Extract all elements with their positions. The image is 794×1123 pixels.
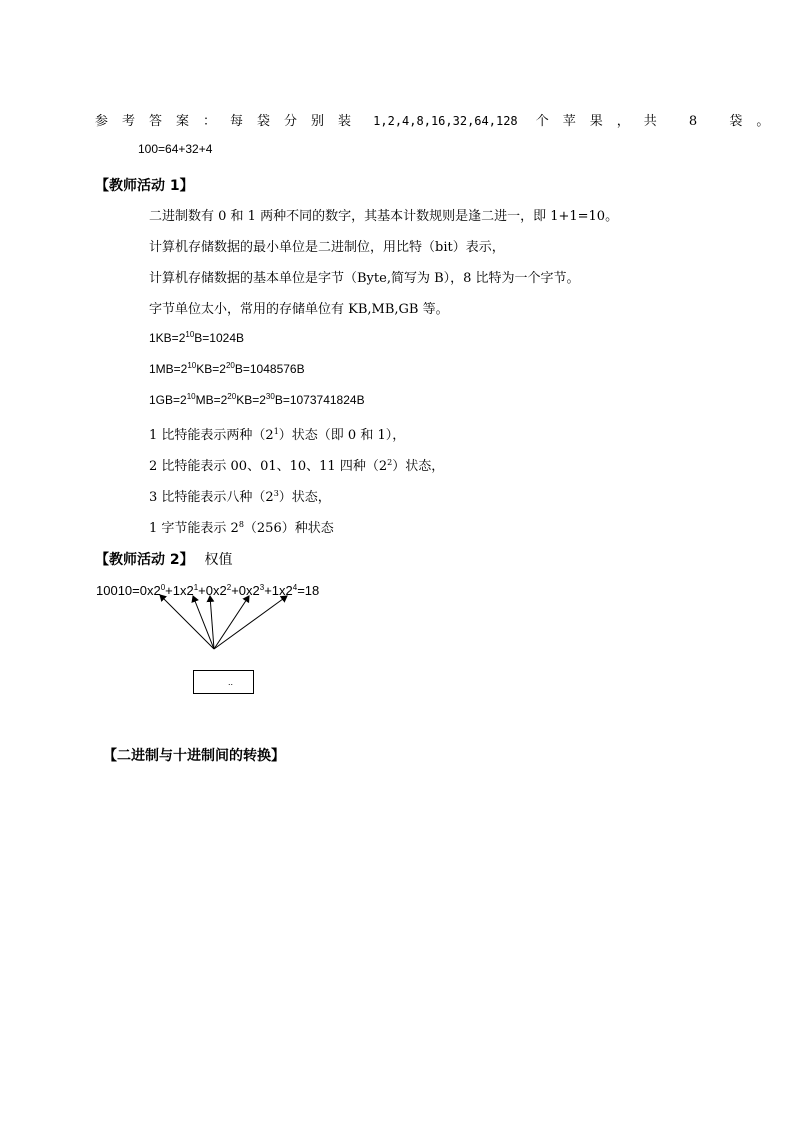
formula-part-3: +0x2 (231, 583, 260, 598)
bits-4-text-b: （256）种状态 (243, 521, 334, 536)
formula-exp-2: 2 (226, 583, 232, 592)
formula-part-0: 10010=0x2 (96, 583, 161, 598)
gb-part-d: B=1073741824B (274, 393, 365, 407)
bits-3-text-a: 3 比特能表示八种（2 (149, 490, 274, 505)
bits-1-text-a: 1 比特能表示两种（2 (149, 428, 274, 443)
gb-part-a: 1GB=2 (149, 393, 187, 407)
bits-1-text-b: ）状态（即 0 和 1）， (278, 428, 406, 443)
arrow-line-4 (214, 596, 249, 649)
activity1-title: 【教师活动 1】 (95, 178, 194, 194)
formula-part-1: +1x2 (165, 583, 194, 598)
arrow-line-5 (214, 596, 287, 649)
bits-2-text-b: ）状态， (392, 459, 445, 474)
bits-2-text-a: 2 比特能表示 00、01、10、11 四种（2 (149, 459, 388, 474)
gb-exp-3: 30 (265, 392, 275, 401)
mb-part-a: 1MB=2 (149, 362, 188, 376)
section3-title: 【二进制与十进制间的转换】 (103, 748, 285, 764)
gb-exp-2: 20 (227, 392, 237, 401)
weight-label-box-text: .. (228, 677, 234, 687)
weight-label-box (193, 670, 254, 694)
formula-exp-0: 0 (160, 583, 166, 592)
activity1-paragraph-1: 二进制数有 0 和 1 两种不同的数字，其基本计数规则是逢二进一，即 1+1=10。 (149, 209, 619, 224)
gb-part-c: KB=2 (236, 393, 266, 407)
bits-4-text-a: 1 字节能表示 2 (149, 521, 239, 536)
activity1-paragraph-4: 字节单位太小，常用的存储单位有 KB,MB,GB 等。 (149, 302, 449, 317)
bits-4-exp: 8 (238, 520, 244, 529)
activity1-paragraph-3: 计算机存储数据的基本单位是字节（Byte,简写为 B），8 比特为一个字节。 (149, 271, 580, 286)
formula-exp-3: 3 (259, 583, 265, 592)
gb-exp-1: 10 (186, 392, 196, 401)
kb-part-a: 1KB=2 (149, 331, 186, 345)
mb-exp-1: 10 (187, 361, 197, 370)
bits-3-exp: 3 (273, 489, 279, 498)
arrow-line-1 (160, 595, 214, 649)
equation-100: 100=64+32+4 (138, 142, 213, 156)
answer-values: 1,2,4,8,16,32,64,128 (373, 114, 518, 128)
formula-exp-4: 4 (292, 583, 298, 592)
gb-part-b: MB=2 (195, 393, 228, 407)
mb-part-c: B=1048576B (234, 362, 305, 376)
mb-part-b: KB=2 (196, 362, 226, 376)
answer-label: 参考答案：每袋分别装 (95, 114, 366, 129)
bits-3-text-b: ）状态， (278, 490, 331, 505)
bits-2-exp: 2 (387, 458, 393, 467)
answer-suffix: 个苹果，共 8 袋。 (535, 114, 784, 129)
kb-part-b: B=1024B (194, 331, 244, 345)
activity2-subtitle: 权值 (204, 552, 233, 568)
activity2-title: 【教师活动 2】 (95, 552, 194, 568)
kb-exp-1: 10 (185, 330, 195, 339)
formula-exp-1: 1 (193, 583, 199, 592)
mb-exp-2: 20 (225, 361, 235, 370)
formula-part-2: +0x2 (198, 583, 227, 598)
bits-1-exp: 1 (273, 427, 279, 436)
formula-part-5: =18 (297, 583, 320, 598)
formula-part-4: +1x2 (264, 583, 293, 598)
activity1-paragraph-2: 计算机存储数据的最小单位是二进制位，用比特（bit）表示， (149, 240, 505, 255)
